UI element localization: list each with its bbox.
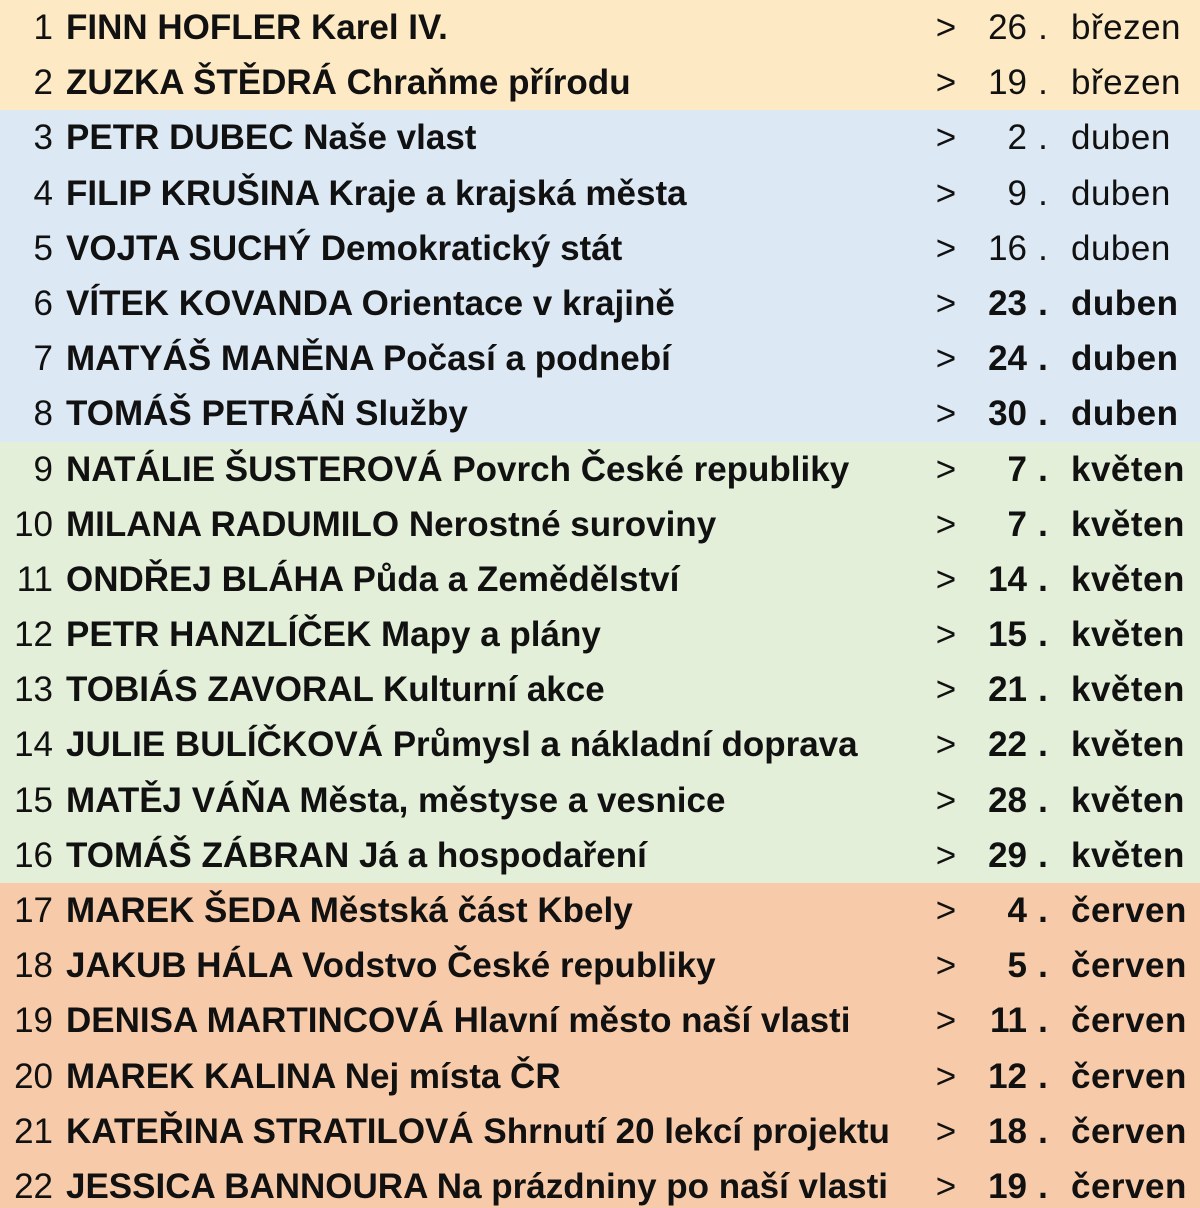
lesson-topic: Demokratický stát xyxy=(320,228,623,268)
date-day: 2 xyxy=(1007,118,1027,158)
lesson-topic: Orientace v krajině xyxy=(361,283,675,323)
row-text xyxy=(66,442,849,497)
date-month: květen xyxy=(1071,449,1185,489)
row-text xyxy=(66,717,858,772)
row-number: 13 xyxy=(14,670,53,710)
date-day: 15 xyxy=(988,615,1027,655)
row-text xyxy=(66,221,622,276)
row-text xyxy=(66,1159,888,1208)
date-separator: . xyxy=(1038,835,1048,875)
schedule-row xyxy=(0,662,1200,717)
date-separator: . xyxy=(1038,1166,1048,1206)
row-number: 15 xyxy=(14,780,53,820)
student-name: VÍTEK KOVANDA xyxy=(66,283,362,323)
date-separator: . xyxy=(1038,504,1048,544)
date-day: 19 xyxy=(988,63,1027,103)
row-text xyxy=(66,773,725,828)
schedule-row xyxy=(0,386,1200,441)
lesson-topic: Na prázdniny po naší vlasti xyxy=(436,1166,889,1206)
date-separator: . xyxy=(1038,1111,1048,1151)
arrow-marker: > xyxy=(935,228,957,268)
date-separator: . xyxy=(1038,1056,1048,1096)
row-text xyxy=(66,331,671,386)
row-number: 4 xyxy=(33,173,53,213)
row-text xyxy=(66,883,633,938)
date-month: duben xyxy=(1071,118,1171,158)
date-separator: . xyxy=(1038,780,1048,820)
row-text xyxy=(66,276,675,331)
date-month: červen xyxy=(1071,946,1187,986)
arrow-marker: > xyxy=(935,835,957,875)
arrow-marker: > xyxy=(935,8,957,47)
date-month: červen xyxy=(1071,1056,1187,1096)
row-number: 14 xyxy=(14,725,53,765)
schedule-row xyxy=(0,166,1200,221)
lesson-topic: Hlavní město naší vlasti xyxy=(453,1001,851,1041)
student-name: TOBIÁS ZAVORAL xyxy=(66,670,374,710)
arrow-marker: > xyxy=(935,173,957,213)
row-text xyxy=(66,166,687,221)
row-number: 3 xyxy=(33,118,53,158)
row-text xyxy=(66,55,631,110)
row-number: 9 xyxy=(33,449,53,489)
student-name: JAKUB HÁLA xyxy=(66,946,293,986)
arrow-marker: > xyxy=(935,339,957,379)
row-number: 21 xyxy=(14,1111,53,1151)
row-number: 2 xyxy=(33,63,53,103)
date-separator: . xyxy=(1038,339,1048,379)
row-number: 22 xyxy=(14,1166,53,1206)
lesson-topic: Služby xyxy=(355,394,468,434)
row-text xyxy=(66,938,716,993)
row-text xyxy=(66,662,605,717)
date-day: 26 xyxy=(988,8,1027,47)
row-number: 17 xyxy=(14,891,53,930)
row-number: 19 xyxy=(14,1001,53,1041)
date-day: 21 xyxy=(988,670,1027,710)
date-separator: . xyxy=(1038,63,1048,103)
schedule-row xyxy=(0,883,1200,938)
date-month: červen xyxy=(1071,1166,1187,1206)
date-separator: . xyxy=(1038,394,1048,434)
lesson-topic: Naše vlast xyxy=(303,118,477,158)
lesson-topic: Vodstvo České republiky xyxy=(301,946,716,986)
arrow-marker: > xyxy=(935,780,957,820)
schedule-row xyxy=(0,1049,1200,1104)
schedule-row xyxy=(0,717,1200,772)
row-text xyxy=(66,0,448,55)
student-name: MAREK KALINA xyxy=(66,1056,335,1096)
lesson-topic: Nerostné suroviny xyxy=(408,504,717,544)
date-day: 23 xyxy=(988,283,1027,323)
date-day: 16 xyxy=(988,228,1027,268)
schedule-row xyxy=(0,1159,1200,1208)
date-day: 19 xyxy=(988,1166,1027,1206)
arrow-marker: > xyxy=(935,1001,957,1041)
row-number: 18 xyxy=(14,946,53,986)
lesson-topic: Půda a Zemědělství xyxy=(352,559,680,599)
date-separator: . xyxy=(1038,559,1048,599)
arrow-marker: > xyxy=(935,394,957,434)
row-text xyxy=(66,1049,561,1104)
date-separator: . xyxy=(1038,8,1048,47)
row-number: 1 xyxy=(33,8,53,47)
student-name: FINN HOFLER xyxy=(66,8,302,47)
date-separator: . xyxy=(1038,725,1048,765)
date-month: duben xyxy=(1071,283,1179,323)
date-month: květen xyxy=(1071,780,1185,820)
lesson-topic: Kraje a krajská města xyxy=(328,173,687,213)
student-name: MILANA RADUMILO xyxy=(66,504,400,544)
date-month: květen xyxy=(1071,725,1185,765)
student-name: JULIE BULÍČKOVÁ xyxy=(66,725,383,765)
row-text xyxy=(66,386,468,441)
arrow-marker: > xyxy=(935,615,957,655)
date-separator: . xyxy=(1038,891,1048,930)
arrow-marker: > xyxy=(935,118,957,158)
student-name: MAREK ŠEDA xyxy=(66,891,300,930)
row-number: 20 xyxy=(14,1056,53,1096)
student-name: TOMÁŠ PETRÁŇ xyxy=(66,394,346,434)
arrow-marker: > xyxy=(935,891,957,930)
row-number: 6 xyxy=(33,283,53,323)
arrow-marker: > xyxy=(935,670,957,710)
date-month: květen xyxy=(1071,559,1185,599)
date-day: 5 xyxy=(1007,946,1027,986)
student-name: MATYÁŠ MANĚNA xyxy=(66,339,374,379)
date-separator: . xyxy=(1038,670,1048,710)
schedule-row xyxy=(0,221,1200,276)
arrow-marker: > xyxy=(935,946,957,986)
student-name: MATĚJ VÁŇA xyxy=(66,780,290,820)
row-text xyxy=(66,607,601,662)
student-name: ZUZKA ŠTĚDRÁ xyxy=(66,63,337,103)
arrow-marker: > xyxy=(935,283,957,323)
schedule-row xyxy=(0,993,1200,1048)
row-text xyxy=(66,993,850,1048)
student-name: PETR DUBEC xyxy=(66,118,294,158)
date-separator: . xyxy=(1038,228,1048,268)
lesson-topic: Chraňme přírodu xyxy=(346,63,631,103)
row-number: 7 xyxy=(33,339,53,379)
date-month: červen xyxy=(1071,1001,1187,1041)
row-number: 10 xyxy=(14,504,53,544)
schedule-row xyxy=(0,828,1200,883)
arrow-marker: > xyxy=(935,63,957,103)
date-separator: . xyxy=(1038,1001,1048,1041)
date-month: květen xyxy=(1071,835,1185,875)
row-text xyxy=(66,1104,890,1159)
date-month: duben xyxy=(1071,173,1171,213)
arrow-marker: > xyxy=(935,1111,957,1151)
lesson-topic: Karel IV. xyxy=(311,8,448,47)
lesson-topic: Povrch České republiky xyxy=(452,449,850,489)
date-separator: . xyxy=(1038,118,1048,158)
arrow-marker: > xyxy=(935,1166,957,1206)
schedule-row xyxy=(0,442,1200,497)
date-day: 4 xyxy=(1007,891,1027,930)
date-month: květen xyxy=(1071,670,1185,710)
date-day: 28 xyxy=(988,780,1027,820)
date-separator: . xyxy=(1038,615,1048,655)
date-month: duben xyxy=(1071,339,1179,379)
date-day: 30 xyxy=(988,394,1027,434)
student-name: NATÁLIE ŠUSTEROVÁ xyxy=(66,449,443,489)
student-name: DENISA MARTINCOVÁ xyxy=(66,1001,444,1041)
arrow-marker: > xyxy=(935,559,957,599)
schedule-row xyxy=(0,110,1200,165)
row-text xyxy=(66,828,647,883)
date-separator: . xyxy=(1038,946,1048,986)
date-month: květen xyxy=(1071,504,1185,544)
student-name: ONDŘEJ BLÁHA xyxy=(66,559,343,599)
date-separator: . xyxy=(1038,283,1048,323)
row-number: 5 xyxy=(33,228,53,268)
date-month: duben xyxy=(1071,394,1179,434)
date-day: 24 xyxy=(988,339,1027,379)
student-name: PETR HANZLÍČEK xyxy=(66,615,372,655)
lesson-topic: Nej místa ČR xyxy=(344,1056,561,1096)
row-number: 11 xyxy=(16,559,53,599)
lesson-topic: Mapy a plány xyxy=(381,615,601,655)
date-month: červen xyxy=(1071,1111,1187,1151)
date-day: 22 xyxy=(988,725,1027,765)
student-name: VOJTA SUCHÝ xyxy=(66,228,312,268)
arrow-marker: > xyxy=(935,504,957,544)
row-text xyxy=(66,552,679,607)
student-name: FILIP KRUŠINA xyxy=(66,173,319,213)
date-separator: . xyxy=(1038,449,1048,489)
date-month: duben xyxy=(1071,228,1171,268)
student-name: TOMÁŠ ZÁBRAN xyxy=(66,835,350,875)
lesson-topic: Města, městyse a vesnice xyxy=(299,780,726,820)
row-number: 16 xyxy=(14,835,53,875)
schedule-row xyxy=(0,1104,1200,1159)
date-day: 12 xyxy=(988,1056,1027,1096)
schedule-row xyxy=(0,0,1200,55)
date-day: 29 xyxy=(988,835,1027,875)
date-month: červen xyxy=(1071,891,1187,930)
schedule-row xyxy=(0,276,1200,331)
schedule-row xyxy=(0,607,1200,662)
lesson-topic: Kulturní akce xyxy=(382,670,605,710)
student-name: JESSICA BANNOURA xyxy=(66,1166,428,1206)
schedule-row xyxy=(0,552,1200,607)
arrow-marker: > xyxy=(935,449,957,489)
arrow-marker: > xyxy=(935,1056,957,1096)
date-separator: . xyxy=(1038,173,1048,213)
date-day: 7 xyxy=(1007,449,1027,489)
date-month: květen xyxy=(1071,615,1185,655)
schedule-row xyxy=(0,331,1200,386)
schedule-row xyxy=(0,773,1200,828)
date-month: březen xyxy=(1071,63,1182,103)
date-day: 7 xyxy=(1007,504,1027,544)
lesson-topic: Městská část Kbely xyxy=(309,891,633,930)
row-number: 12 xyxy=(14,615,53,655)
row-text xyxy=(66,110,476,165)
lesson-topic: Průmysl a nákladní doprava xyxy=(392,725,858,765)
lesson-topic: Počasí a podnebí xyxy=(382,339,671,379)
row-number: 8 xyxy=(33,394,53,434)
student-name: KATEŘINA STRATILOVÁ xyxy=(66,1111,474,1151)
date-day: 11 xyxy=(990,1001,1027,1041)
row-text xyxy=(66,497,716,552)
schedule-row xyxy=(0,55,1200,110)
date-day: 14 xyxy=(988,559,1027,599)
date-month: březen xyxy=(1071,8,1182,47)
date-day: 18 xyxy=(988,1111,1027,1151)
date-day: 9 xyxy=(1007,173,1027,213)
arrow-marker: > xyxy=(935,725,957,765)
schedule-row xyxy=(0,497,1200,552)
lesson-topic: Já a hospodaření xyxy=(358,835,647,875)
schedule-row xyxy=(0,938,1200,993)
lesson-topic: Shrnutí 20 lekcí projektu xyxy=(483,1111,890,1151)
